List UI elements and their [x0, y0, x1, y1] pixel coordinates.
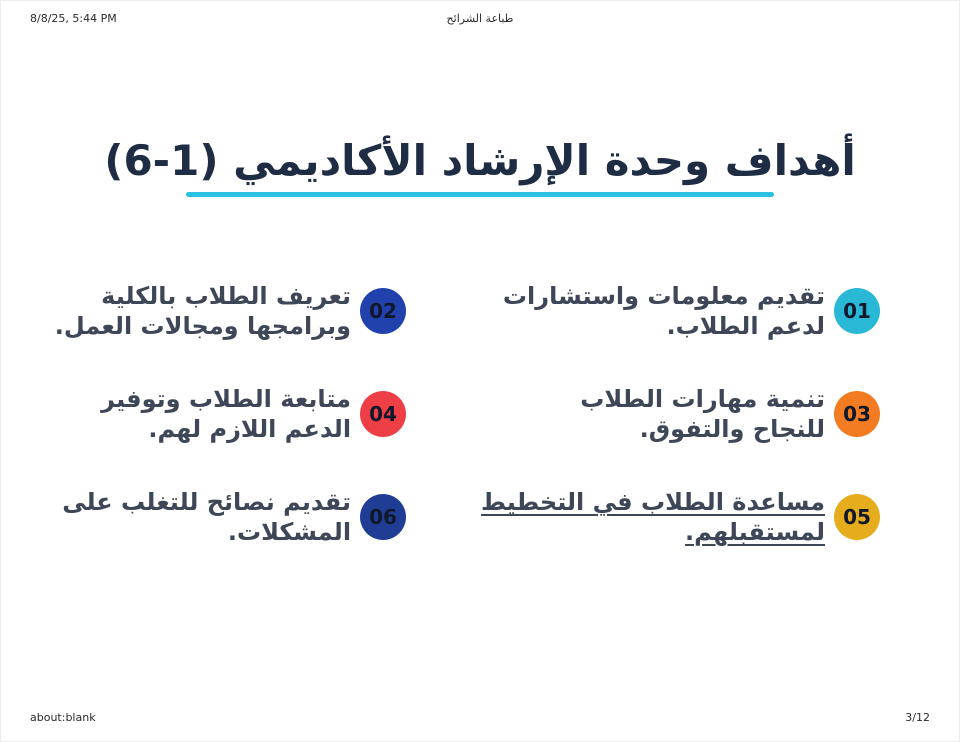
objective-04-text — [101, 384, 351, 445]
objective-02-line-2: وبرامجها ومجالات العمل. — [54, 312, 352, 341]
objective-05-text — [481, 487, 825, 548]
objective-01-text — [503, 281, 825, 342]
objective-03-number: 03 — [843, 402, 871, 427]
objective-02-number-badge — [360, 288, 406, 334]
print-header-datetime: 8/8/25, 5:44 PM — [30, 12, 117, 25]
objective-04-number-badge — [360, 391, 406, 437]
objective-03-number-badge — [834, 391, 880, 437]
slide-title: أهداف وحدة الإرشاد الأكاديمي (1-6) — [104, 136, 856, 186]
objective-item-03 — [481, 384, 880, 445]
print-header-document-title: طباعة الشرائح — [446, 12, 514, 25]
print-footer-page-indicator: 3/12 — [905, 711, 930, 724]
objective-01-number: 01 — [843, 299, 871, 324]
objective-04-line-2: الدعم اللازم لهم. — [148, 415, 352, 444]
objective-01-line-1: تقديم معلومات واستشارات — [502, 282, 825, 310]
objective-item-02 — [55, 281, 406, 342]
objective-02-text — [55, 281, 351, 342]
objective-item-01 — [481, 281, 880, 342]
objective-03-line-1: تنمية مهارات الطلاب — [580, 384, 825, 413]
objective-02-line-1: تعريف الطلاب بالكلية — [101, 282, 352, 310]
objective-03-line-2: للنجاح والتفوق. — [639, 415, 825, 444]
objective-01-line-2: لدعم الطلاب. — [666, 312, 825, 341]
objective-05-number-badge — [834, 494, 880, 540]
objectives-grid — [54, 281, 880, 548]
objective-04-line-1: متابعة الطلاب وتوفير — [101, 384, 352, 413]
objective-06-line-1: تقديم نصائح للتغلب على — [62, 487, 352, 516]
objective-item-04 — [55, 384, 406, 445]
print-footer-source-url: about:blank — [30, 711, 96, 724]
objective-05-line-1: مساعدة الطلاب في التخطيط — [481, 487, 825, 516]
objective-05-line-2: لمستقبلهم. — [685, 518, 825, 547]
objective-06-text — [62, 487, 351, 548]
objective-03-text — [580, 384, 825, 445]
objective-item-06 — [55, 487, 406, 548]
objective-06-line-2: المشكلات. — [227, 518, 352, 547]
objective-02-number: 02 — [369, 299, 397, 324]
objective-04-number: 04 — [369, 402, 397, 427]
objective-06-number-badge — [360, 494, 406, 540]
objective-06-number: 06 — [369, 505, 397, 530]
objective-05-number: 05 — [843, 505, 871, 530]
objective-item-05 — [481, 487, 880, 548]
title-underline — [186, 192, 774, 197]
objective-01-number-badge — [834, 288, 880, 334]
